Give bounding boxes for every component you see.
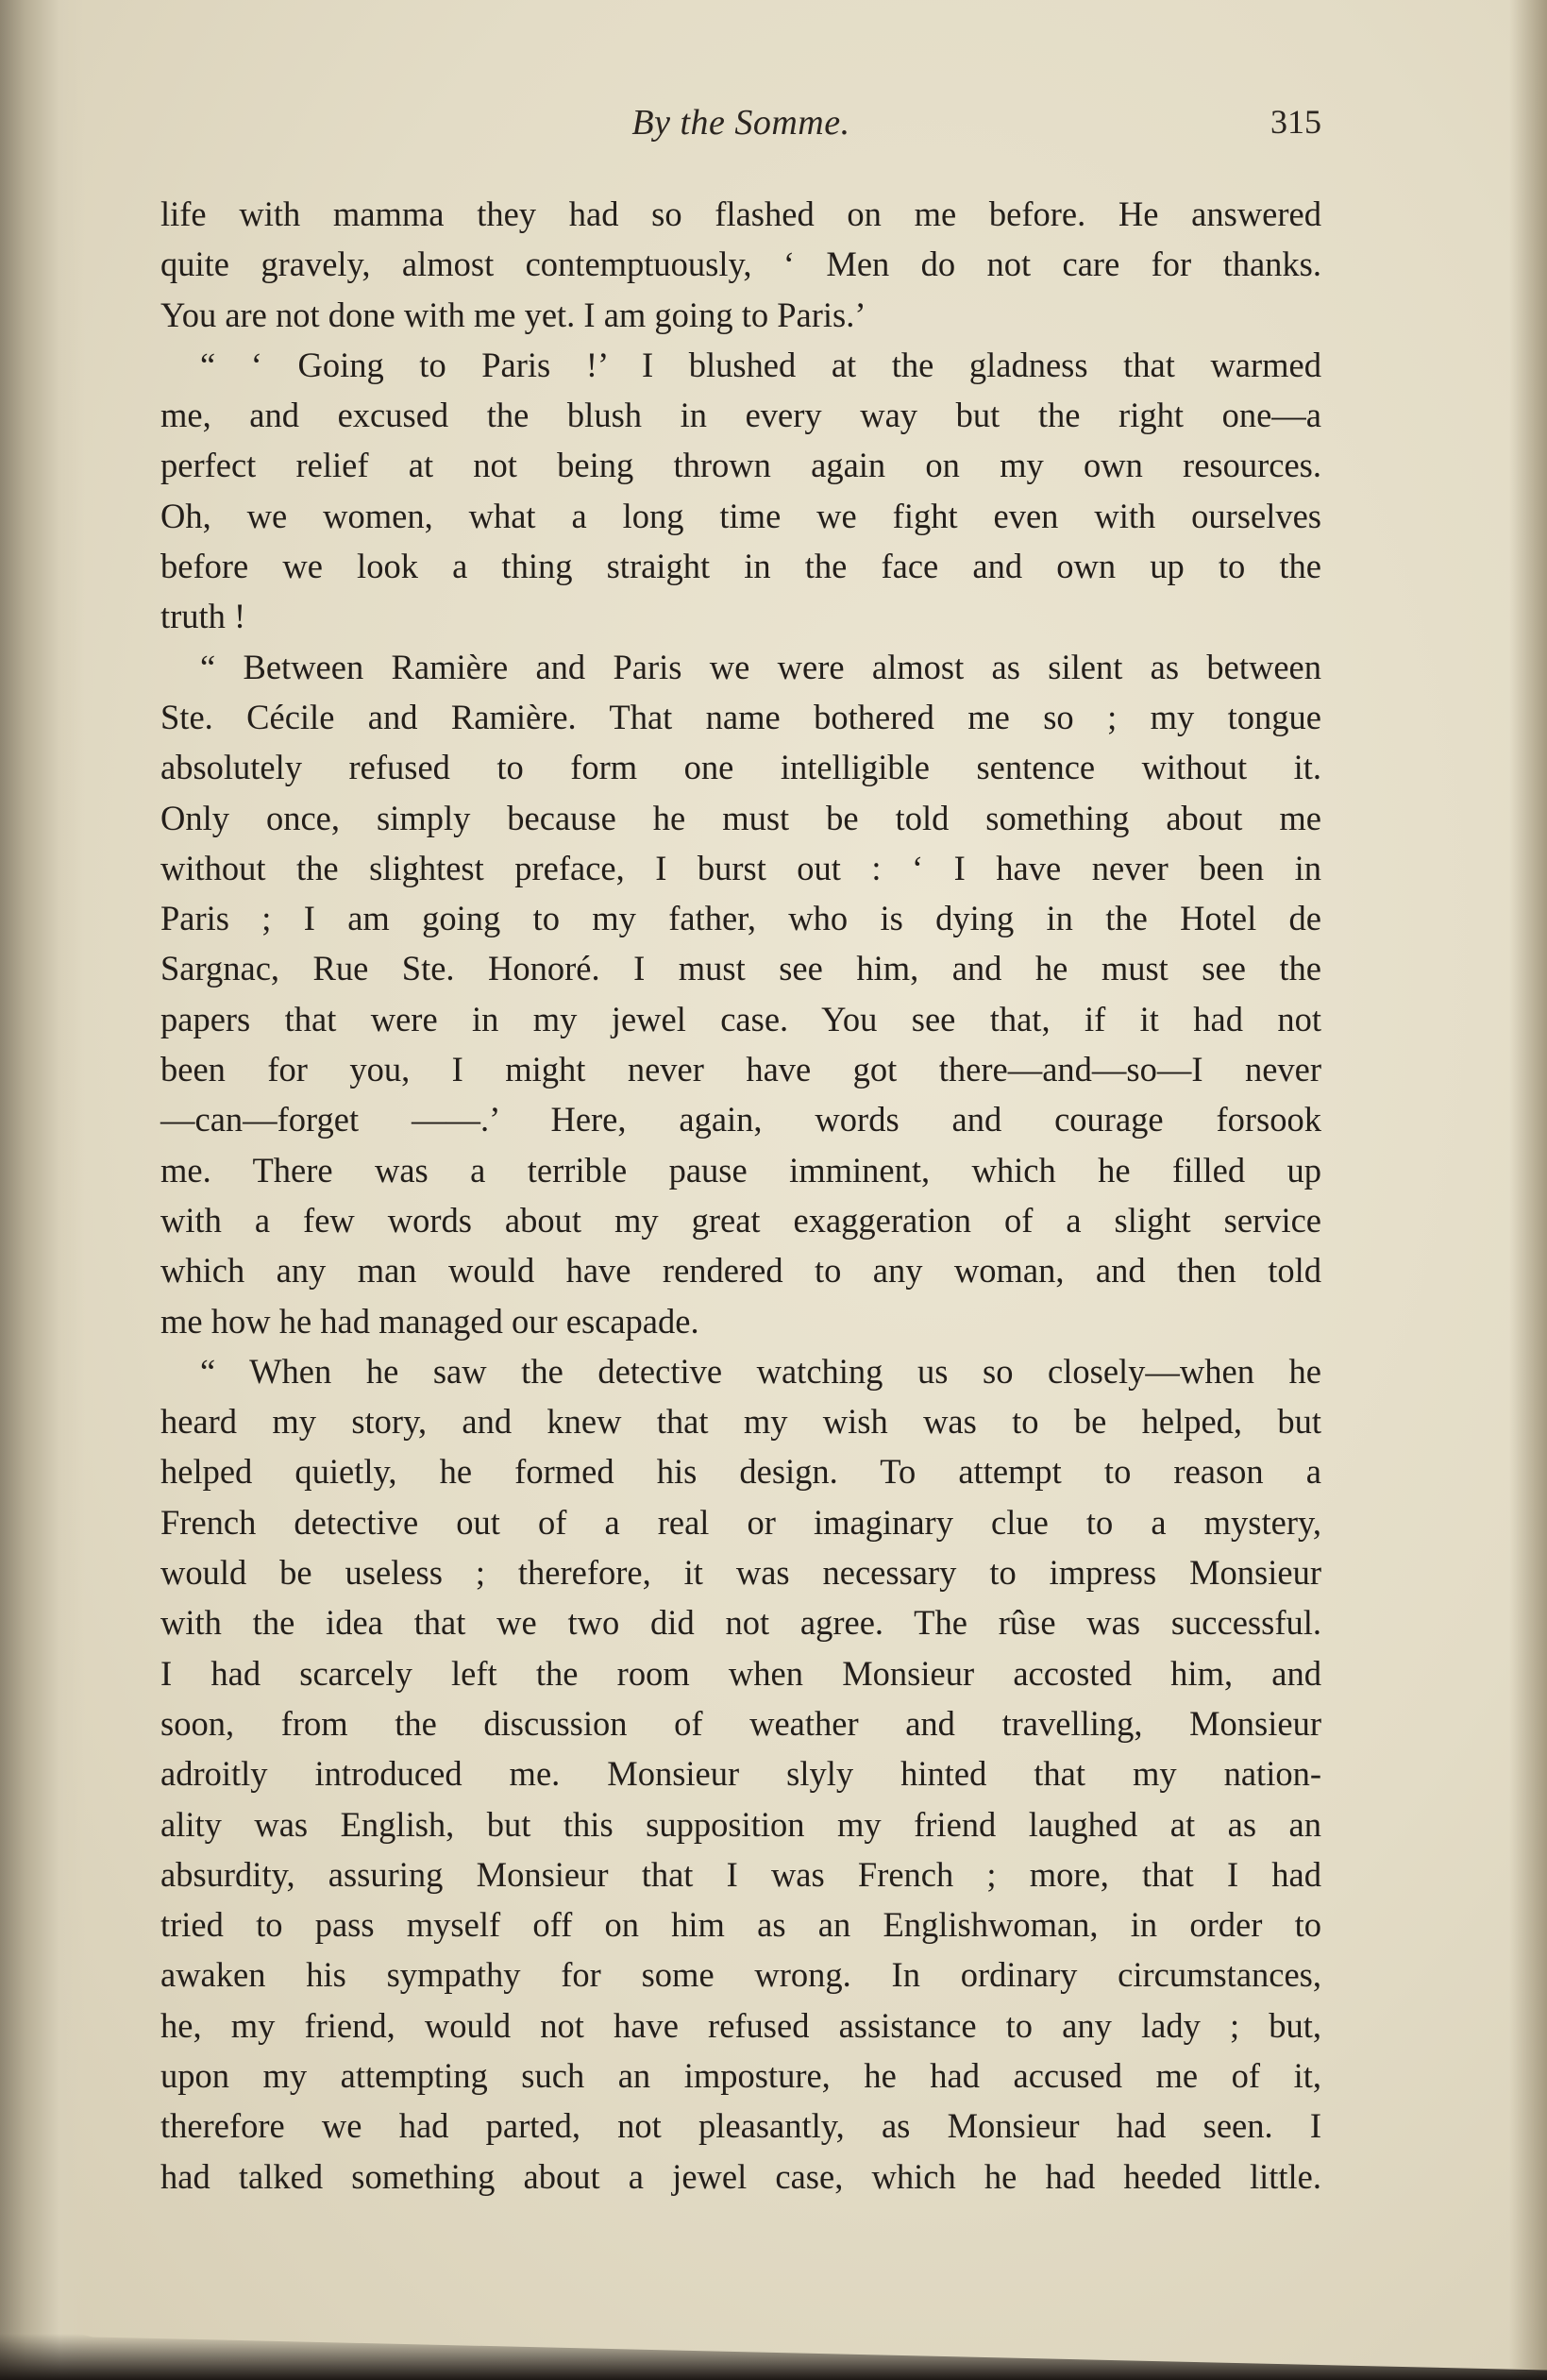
text-line: adroitly introduced me. Monsieur slyly hinted that my nation-: [160, 1754, 1321, 1794]
text-line: tried to pass myself off on him as an Englishwoman, in order to: [160, 1905, 1321, 1945]
text-line: absurdity, assuring Monsieur that I was French ; more, that I had: [160, 1854, 1321, 1894]
text-line: “ Between Ramière and Paris we were almost as silent as between: [200, 647, 1321, 686]
text-line: You are not done with me yet. I am going to Paris.’: [160, 295, 866, 334]
page-edge-shadow: [1509, 0, 1547, 2380]
text-line: Ste. Cécile and Ramière. That name bothered me so ; my tongue: [160, 697, 1321, 736]
text-line: Paris ; I am going to my father, who is dying in the Hotel de: [160, 899, 1321, 938]
binding-gutter: [0, 0, 85, 2380]
text-line: truth !: [160, 597, 246, 636]
text-line: he, my friend, would not have refused assistance to any lady ; but,: [160, 2005, 1321, 2045]
text-line: soon, from the discussion of weather and travelling, Monsieur: [160, 1703, 1321, 1743]
text-line: ality was English, but this supposition my friend laughed at as an: [160, 1804, 1321, 1844]
book-cover-edge: [0, 2314, 1547, 2380]
text-line: would be useless ; therefore, it was necessary to impress Monsieur: [160, 1553, 1321, 1593]
text-line: which any man would have rendered to any woman, and then told: [160, 1251, 1321, 1291]
text-line: with a few words about my great exaggeration of a slight service: [160, 1200, 1321, 1240]
text-line: me. There was a terrible pause imminent, which he filled up: [160, 1150, 1321, 1190]
text-line: perfect relief at not being thrown again on my own resources.: [160, 446, 1321, 485]
page-header: [160, 102, 1321, 159]
text-line: I had scarcely left the room when Monsieur accosted him, and: [160, 1653, 1321, 1693]
text-line: papers that were in my jewel case. You see that, if it had not: [160, 999, 1321, 1038]
text-line: quite gravely, almost contemptuously, ‘ Men do not care for thanks.: [160, 245, 1321, 284]
text-line: Sargnac, Rue Ste. Honoré. I must see him, and he must see the: [160, 949, 1321, 988]
text-line: French detective out of a real or imaginary clue to a mystery,: [160, 1502, 1321, 1542]
running-title: By the Somme.: [631, 103, 850, 143]
text-line: awaken his sympathy for some wrong. In ordinary circumstances,: [160, 1955, 1321, 1995]
page-number: 315: [1270, 103, 1321, 141]
text-line: heard my story, and knew that my wish was to be helped, but: [160, 1402, 1321, 1442]
text-line: “ When he saw the detective watching us so closely—when he: [200, 1351, 1321, 1391]
text-line: absolutely refused to form one intelligible sentence without it.: [160, 748, 1321, 787]
text-line: without the slightest preface, I burst out : ‘ I have never been in: [160, 848, 1321, 887]
text-line: me, and excused the blush in every way but the right one—a: [160, 396, 1321, 435]
text-line: upon my attempting such an imposture, he had accused me of it,: [160, 2055, 1321, 2095]
text-line: “ ‘ Going to Paris !’ I blushed at the gladness that warmed: [200, 345, 1321, 384]
text-line: with the idea that we two did not agree. The rûse was successful.: [160, 1603, 1321, 1643]
text-line: had talked something about a jewel case, which he had heeded little.: [160, 2156, 1321, 2196]
text-line: —can—forget ——.’ Here, again, words and courage forsook: [160, 1100, 1321, 1139]
body-text: [160, 189, 1321, 2202]
text-line: before we look a thing straight in the face and own up to the: [160, 547, 1321, 586]
text-line: helped quietly, he formed his design. To attempt to reason a: [160, 1452, 1321, 1492]
text-line: Only once, simply because he must be told something about me: [160, 798, 1321, 837]
text-line: been for you, I might never have got there—and—so—I never: [160, 1050, 1321, 1089]
text-line: life with mamma they had so flashed on me before. He answered: [160, 194, 1321, 233]
text-line: therefore we had parted, not pleasantly, as Monsieur had seen. I: [160, 2106, 1321, 2146]
text-line: Oh, we women, what a long time we fight even with ourselves: [160, 496, 1321, 535]
text-line: me how he had managed our escapade.: [160, 1301, 699, 1341]
